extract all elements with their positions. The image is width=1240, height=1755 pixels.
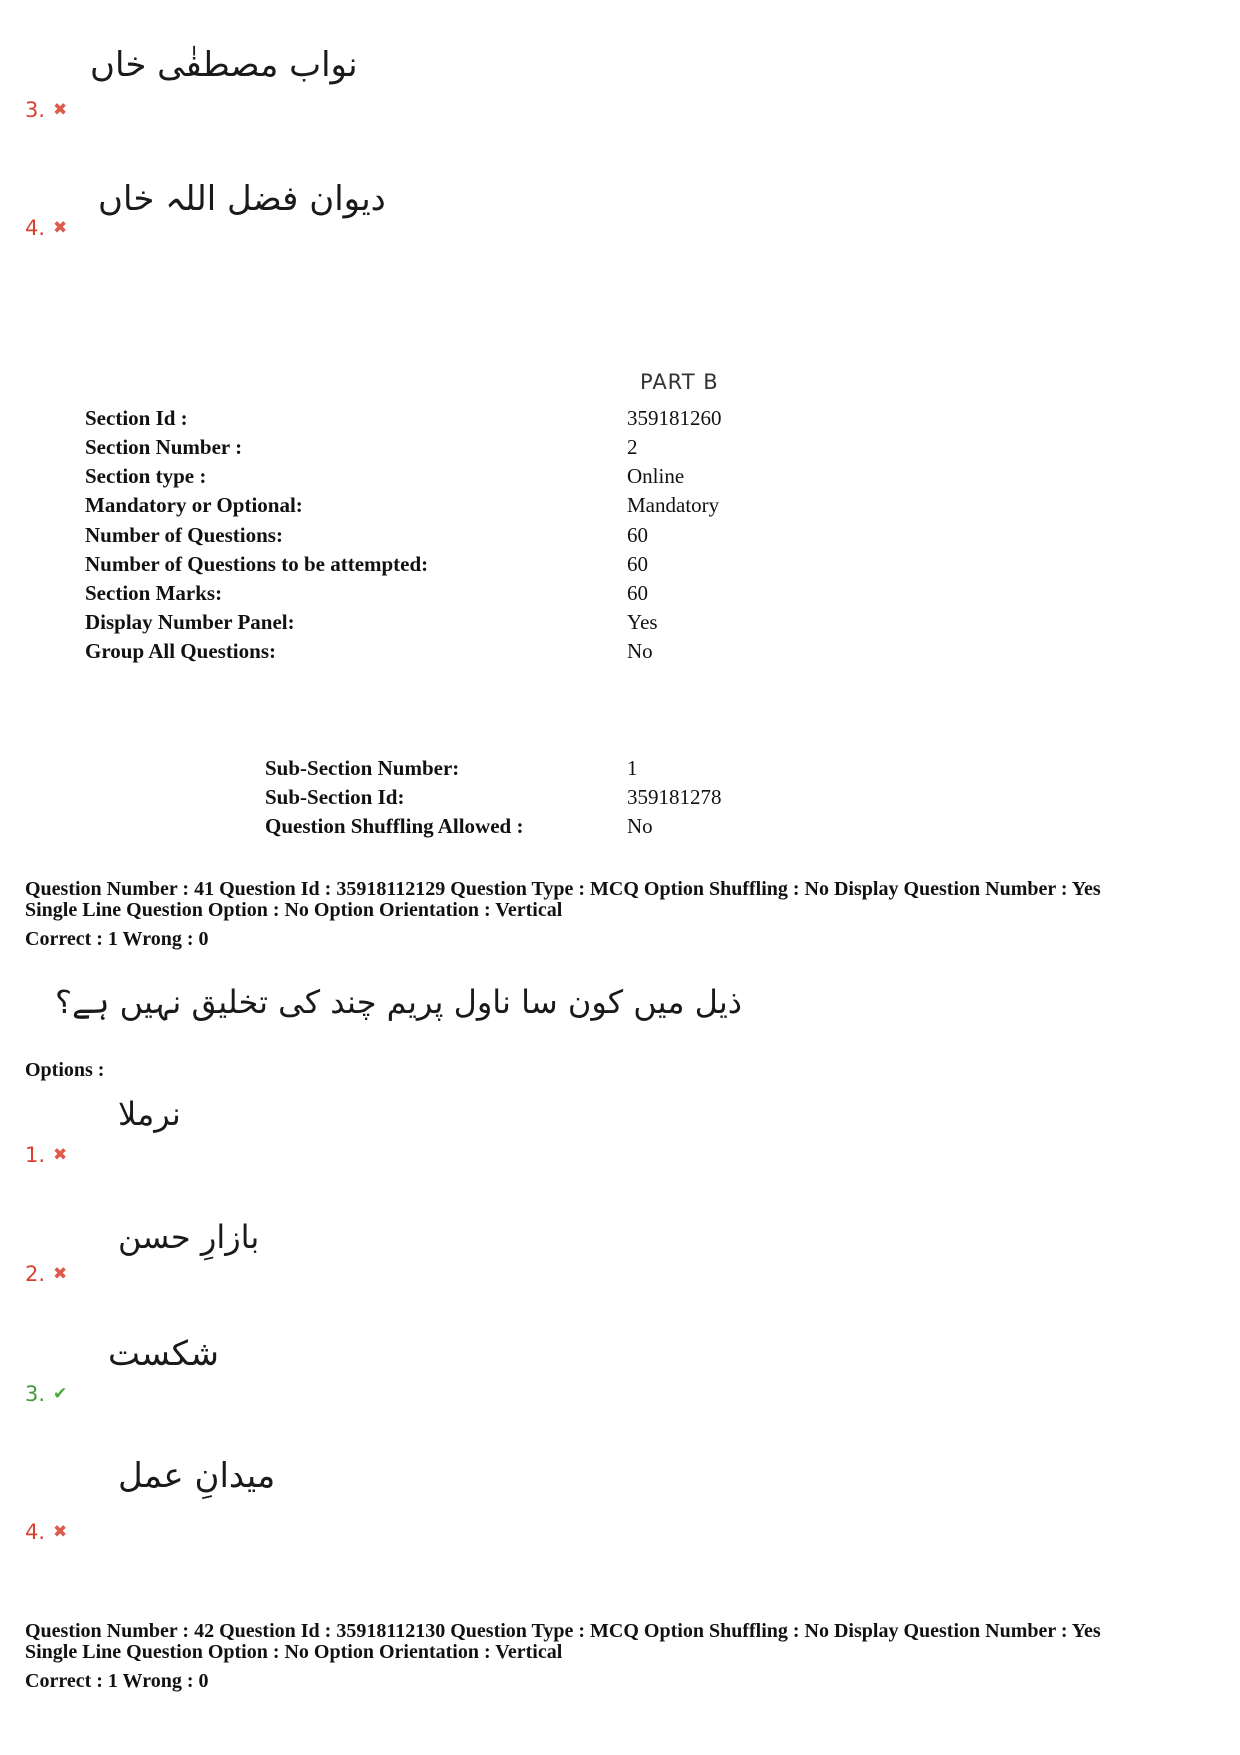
option-number-label: 4.: [25, 216, 46, 240]
subsection-id-value: 359181278: [627, 785, 722, 809]
question-41-text: ذیل میں کون سا ناول پریم چند کی تخلیق نہیں ہے؟: [55, 983, 743, 1021]
number-of-questions-value: 60: [627, 523, 648, 547]
subsection-number-label: Sub-Section Number:: [265, 756, 460, 780]
section-id-value: 359181260: [627, 406, 722, 430]
display-number-panel-label: Display Number Panel:: [85, 610, 295, 634]
cross-icon: ✖: [53, 1521, 68, 1542]
subsection-number-value: 1: [627, 756, 638, 780]
option-4-number-label: 4.: [25, 1520, 46, 1544]
section-number-value: 2: [627, 435, 638, 459]
option-number: [25, 216, 67, 240]
urdu-option-image: نواب مصطفٰی خاں: [90, 45, 358, 85]
number-of-questions-label: Number of Questions:: [85, 523, 283, 547]
option-2-number: [25, 1262, 67, 1286]
question-42-marks: Correct : 1 Wrong : 0: [25, 1670, 209, 1692]
section-type-value: Online: [627, 464, 685, 488]
question-41-meta-line2: Single Line Question Option : No Option Orientation : Vertical: [25, 899, 563, 921]
option-3-number: [25, 1382, 67, 1406]
option-3-text: شکست: [108, 1334, 219, 1374]
check-icon: ✔: [53, 1383, 68, 1404]
cross-icon: ✖: [53, 1263, 68, 1284]
question-shuffling-label: Question Shuffling Allowed :: [265, 814, 524, 838]
part-title: PART B: [640, 370, 719, 394]
question-42-meta-line1: Question Number : 42 Question Id : 35918112130 Question Type : MCQ Option Shuffling : No Display Question Number : Yes: [25, 1620, 1101, 1642]
section-id-label: Section Id :: [85, 406, 188, 430]
question-41-meta-line1: Question Number : 41 Question Id : 35918112129 Question Type : MCQ Option Shuffling : No Display Question Number : Yes: [25, 878, 1101, 900]
option-1-text: نرملا: [118, 1095, 181, 1133]
questions-attempted-value: 60: [627, 552, 648, 576]
option-4-number: [25, 1520, 67, 1544]
option-1-number: [25, 1143, 67, 1167]
option-2-text: بازارِ حسن: [118, 1218, 260, 1256]
mandatory-label: Mandatory or Optional:: [85, 493, 303, 517]
subsection-id-label: Sub-Section Id:: [265, 785, 405, 809]
cross-icon: ✖: [53, 217, 68, 238]
section-type-label: Section type :: [85, 464, 207, 488]
section-number-label: Section Number :: [85, 435, 243, 459]
option-1-number-label: 1.: [25, 1143, 46, 1167]
options-label: Options :: [25, 1059, 105, 1081]
question-42-meta-line2: Single Line Question Option : No Option Orientation : Vertical: [25, 1641, 563, 1663]
display-number-panel-value: Yes: [627, 610, 658, 634]
question-41-marks: Correct : 1 Wrong : 0: [25, 928, 209, 950]
option-number: [25, 98, 67, 122]
option-number-label: 3.: [25, 98, 46, 122]
group-all-questions-label: Group All Questions:: [85, 639, 276, 663]
option-4-text: میدانِ عمل: [118, 1456, 276, 1496]
group-all-questions-value: No: [627, 639, 653, 663]
option-2-number-label: 2.: [25, 1262, 46, 1286]
cross-icon: ✖: [53, 99, 68, 120]
option-3-number-label: 3.: [25, 1382, 46, 1406]
section-marks-label: Section Marks:: [85, 581, 223, 605]
cross-icon: ✖: [53, 1144, 68, 1165]
question-shuffling-value: No: [627, 814, 653, 838]
mandatory-value: Mandatory: [627, 493, 720, 517]
urdu-option-image: دیوان فضل اللہ خاں: [98, 179, 386, 219]
section-marks-value: 60: [627, 581, 648, 605]
questions-attempted-label: Number of Questions to be attempted:: [85, 552, 429, 576]
